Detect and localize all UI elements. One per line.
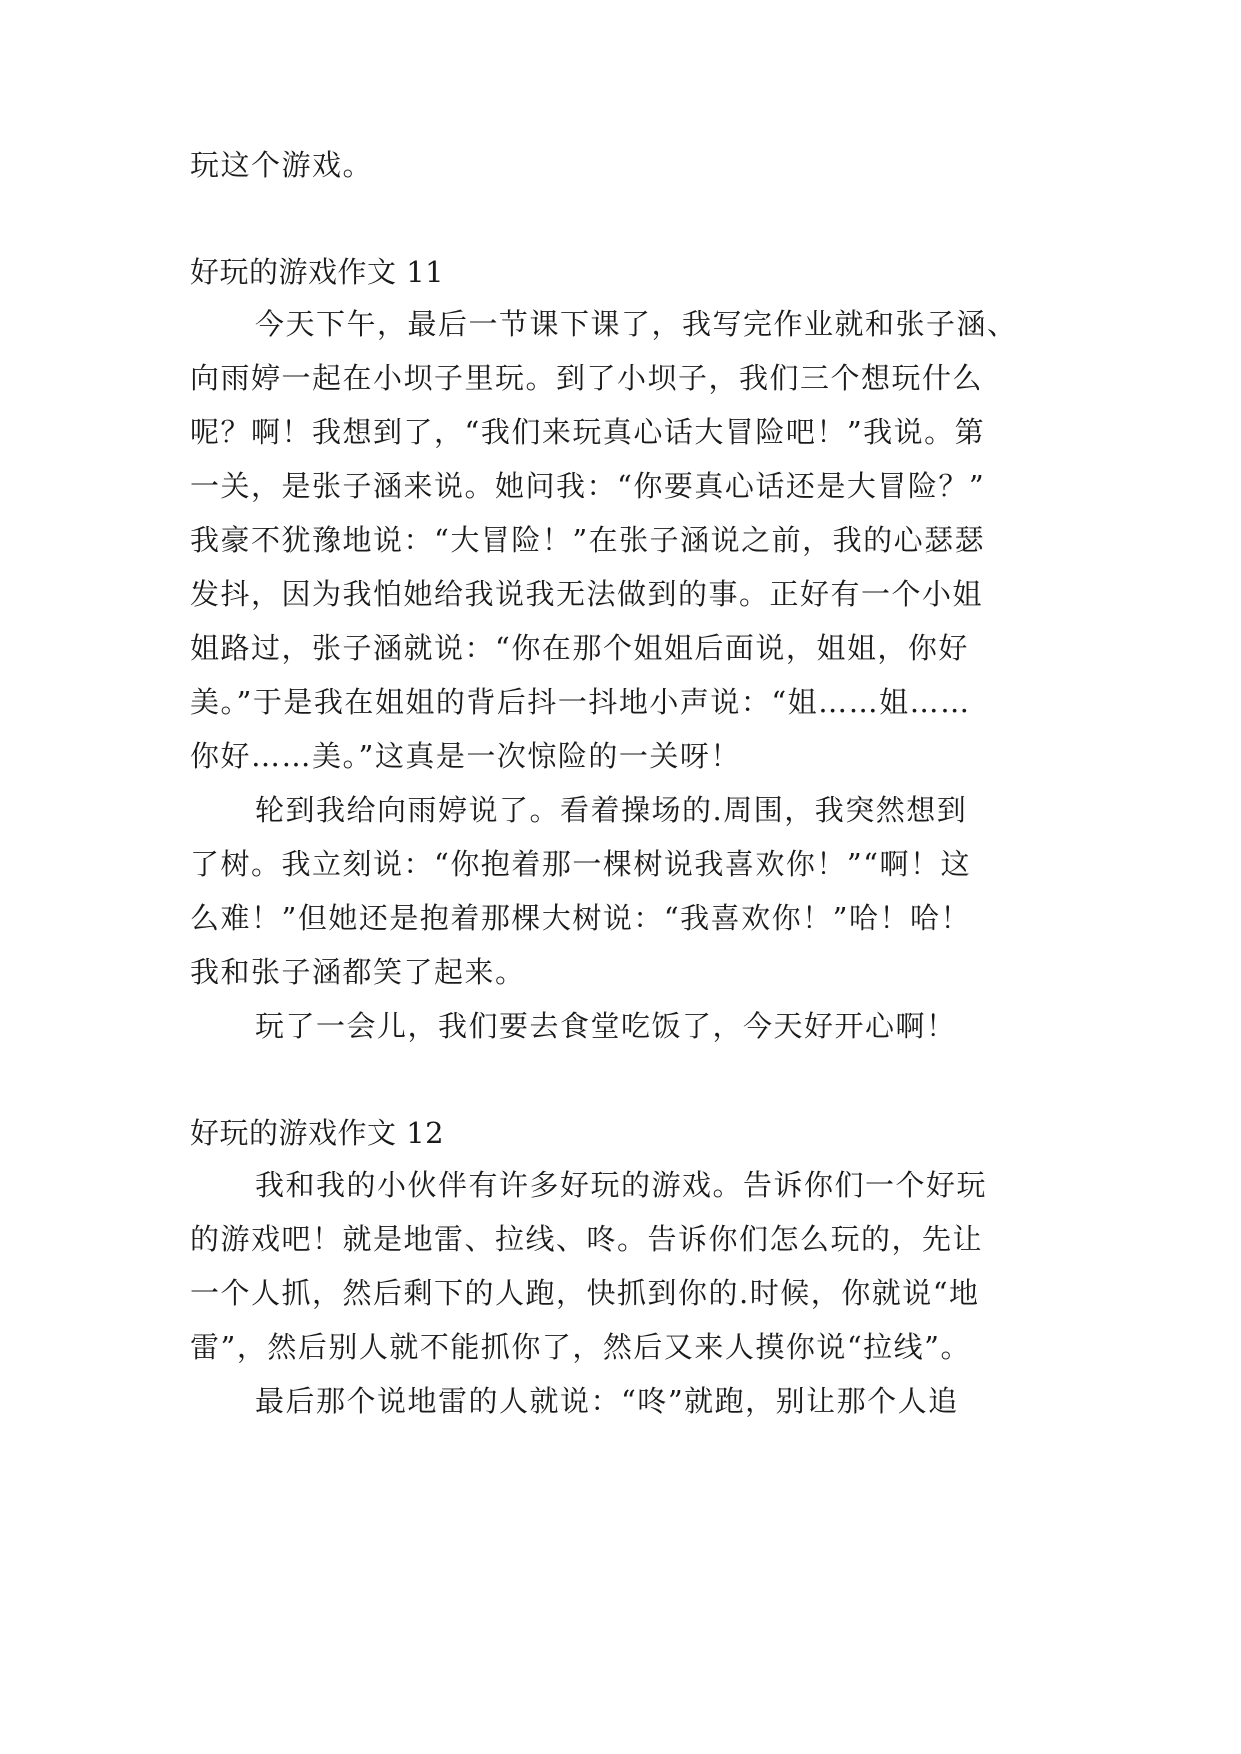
paragraph-line: 美。”于是我在姐姐的背后抖一抖地小声说：“姐……姐…… <box>190 685 971 719</box>
intro-line: 玩这个游戏。 <box>190 148 374 182</box>
paragraph-line: 姐路过，张子涵就说：“你在那个姐姐后面说，姐姐，你好 <box>190 631 969 665</box>
paragraph-line: 了树。我立刻说：“你抱着那一棵树说我喜欢你！”“啊！这 <box>190 847 971 881</box>
paragraph-line: 发抖，因为我怕她给我说我无法做到的事。正好有一个小姐 <box>190 577 984 611</box>
paragraph-line: 我和张子涵都笑了起来。 <box>190 955 526 989</box>
paragraph-line: 一个人抓，然后剩下的人跑，快抓到你的.时候，你就说“地 <box>190 1276 980 1310</box>
paragraph-line: 一关，是张子涵来说。她问我：“你要真心话还是大冒险？” <box>190 469 986 503</box>
paragraph-line: 今天下午，最后一节课下课了，我写完作业就和张子涵、 <box>255 307 1018 341</box>
paragraph-line: 呢？啊！我想到了，“我们来玩真心话大冒险吧！”我说。第 <box>190 415 986 449</box>
paragraph-line: 么难！”但她还是抱着那棵大树说：“我喜欢你！”哈！哈！ <box>190 901 971 935</box>
paragraph-line: 我豪不犹豫地说：“大冒险！”在张子涵说之前，我的心瑟瑟 <box>190 523 986 557</box>
paragraph-line: 最后那个说地雷的人就说：“咚”就跑，别让那个人追 <box>255 1384 959 1418</box>
paragraph-line: 雷”，然后别人就不能抓你了，然后又来人摸你说“拉线”。 <box>190 1330 971 1364</box>
paragraph-line: 的游戏吧！就是地雷、拉线、咚。告诉你们怎么玩的，先让 <box>190 1222 984 1256</box>
paragraph-line: 玩了一会儿，我们要去食堂吃饭了，今天好开心啊！ <box>255 1009 957 1043</box>
essay-11-title: 好玩的游戏作文 11 <box>190 255 445 289</box>
paragraph-line: 向雨婷一起在小坝子里玩。到了小坝子，我们三个想玩什么 <box>190 361 984 395</box>
paragraph-line: 轮到我给向雨婷说了。看着操场的.周围，我突然想到 <box>255 793 968 827</box>
essay-12-title: 好玩的游戏作文 12 <box>190 1116 445 1150</box>
paragraph-line: 你好……美。”这真是一次惊险的一关呀！ <box>190 739 741 773</box>
paragraph-line: 我和我的小伙伴有许多好玩的游戏。告诉你们一个好玩 <box>255 1168 988 1202</box>
